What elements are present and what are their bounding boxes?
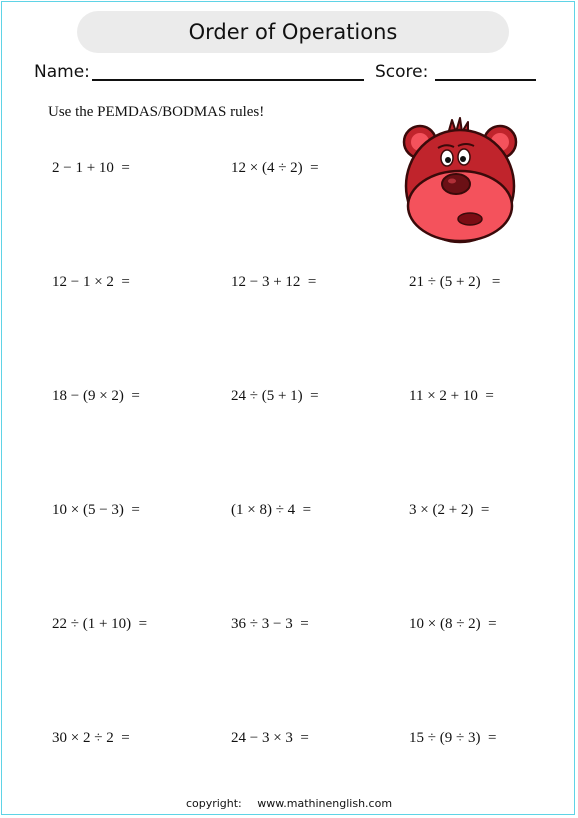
name-label: Name: (34, 62, 90, 82)
problem-3-2: 24 ÷ (5 + 1) = (231, 388, 319, 404)
instruction-text: Use the PEMDAS/BODMAS rules! (48, 104, 265, 120)
problem-2-1: 12 − 1 × 2 = (52, 274, 130, 290)
name-answer-line[interactable] (92, 79, 364, 81)
problem-1-1: 2 − 1 + 10 = (52, 160, 130, 176)
page-title (77, 11, 509, 53)
score-label: Score: (375, 62, 429, 82)
problem-4-1: 10 × (5 − 3) = (52, 502, 140, 518)
copyright-label: copyright: (185, 797, 242, 810)
page-title-text: Order of Operations (188, 20, 398, 44)
problem-6-2: 24 − 3 × 3 = (231, 730, 309, 746)
problem-2-3: 21 ÷ (5 + 2) = (409, 274, 501, 290)
site-link[interactable]: www.mathinenglish.com (257, 797, 393, 810)
problem-6-1: 30 × 2 ÷ 2 = (52, 730, 130, 746)
score-answer-line[interactable] (435, 79, 536, 81)
problem-3-1: 18 − (9 × 2) = (52, 388, 140, 404)
problem-2-2: 12 − 3 + 12 = (231, 274, 317, 290)
problem-4-3: 3 × (2 + 2) = (409, 502, 490, 518)
problem-5-1: 22 ÷ (1 + 10) = (52, 616, 148, 632)
name-score-row (34, 60, 544, 86)
problem-3-3: 11 × 2 + 10 = (409, 388, 494, 404)
problem-1-2: 12 × (4 ÷ 2) = (231, 160, 319, 176)
problem-4-2: (1 × 8) ÷ 4 = (231, 502, 312, 518)
bear-face-icon (398, 116, 522, 246)
problem-6-3: 15 ÷ (9 ÷ 3) = (409, 730, 497, 746)
problem-5-3: 10 × (8 ÷ 2) = (409, 616, 497, 632)
problem-5-2: 36 ÷ 3 − 3 = (231, 616, 309, 632)
footer (0, 797, 578, 810)
